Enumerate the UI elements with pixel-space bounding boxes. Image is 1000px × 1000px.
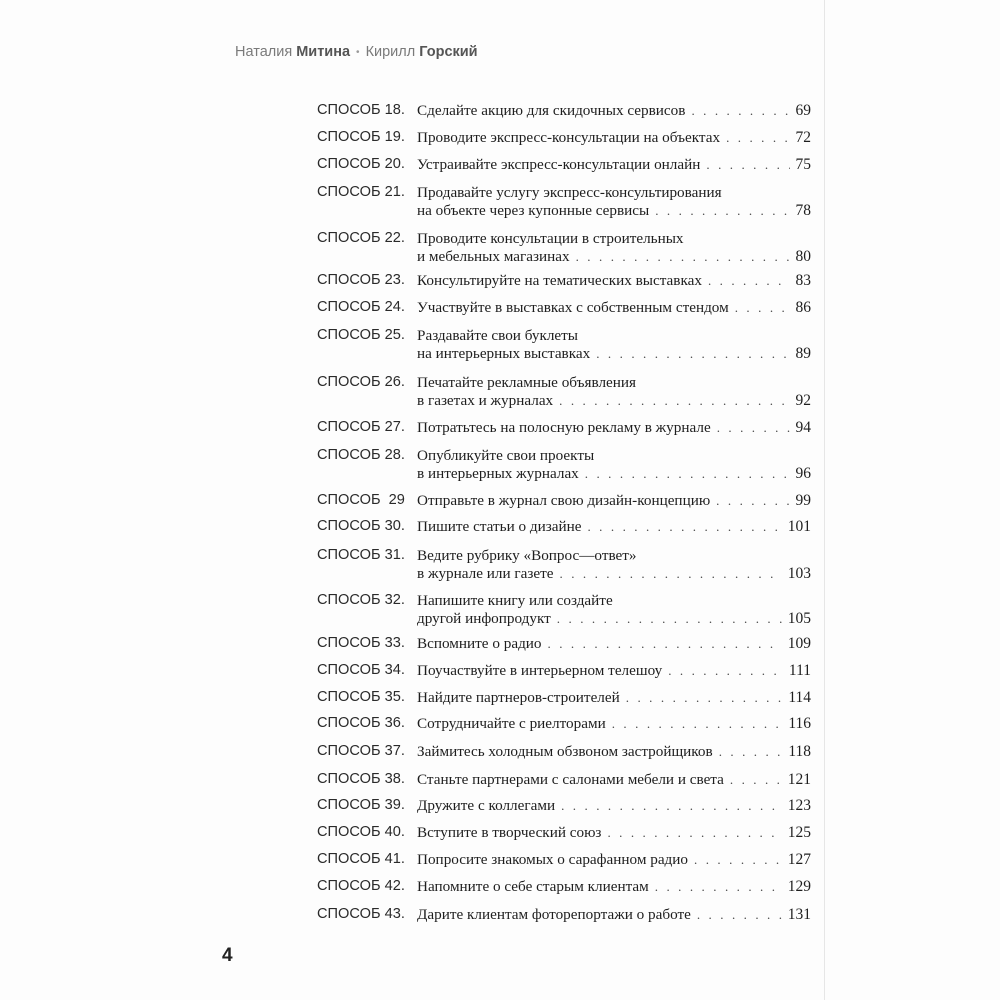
toc-entry-number: СПОСОБ 40.: [317, 824, 405, 840]
toc-entry-title: [417, 743, 811, 761]
toc-page-number: 114: [788, 689, 811, 706]
toc-entry-number: СПОСОБ 37.: [317, 743, 405, 759]
toc-title-text: в газетах и журналах: [417, 391, 554, 409]
toc-leader-dots: [607, 824, 781, 842]
toc-entry-title: [417, 689, 811, 707]
toc-page-number: 123: [787, 797, 811, 814]
toc-entry-number: СПОСОБ 25.: [317, 327, 405, 343]
toc-title-text: Дарите клиентам фоторепортажи о работе: [417, 906, 691, 923]
toc-leader-dots: [561, 797, 782, 815]
toc-title-text: Участвуйте в выставках с собственным стендом: [417, 299, 729, 316]
toc-title-text: Пишите статьи о дизайне: [417, 518, 582, 535]
toc-leader-dots: [560, 565, 782, 583]
toc-title-text: Проводите консультации в строительных: [417, 230, 684, 247]
toc-page-number: 118: [788, 743, 811, 760]
toc-title-line: [417, 851, 811, 869]
toc-page-number: 131: [787, 906, 811, 923]
toc-entry-title: [417, 906, 811, 924]
toc-leader-dots: [576, 248, 790, 266]
toc-entry-number: СПОСОБ 27.: [317, 419, 405, 435]
toc-title-line: [417, 689, 811, 707]
toc-page-number: 99: [795, 492, 811, 509]
toc-title-text: Сделайте акцию для скидочных сервисов: [417, 102, 686, 119]
toc-page-number: 86: [795, 299, 811, 316]
toc-page-number: 80: [795, 247, 811, 265]
toc-page-number: 83: [795, 272, 811, 289]
toc-title-line: [417, 299, 811, 317]
toc-page-number: 103: [787, 564, 811, 582]
toc-entry-number: СПОСОБ 33.: [317, 635, 405, 651]
toc-title-line: [417, 345, 811, 363]
toc-leader-dots: [691, 102, 789, 120]
toc-title-text: в интерьерных журналах: [417, 464, 579, 482]
toc-title-text: Поучаствуйте в интерьерном телешоу: [417, 662, 663, 679]
toc-title-text: в журнале или газете: [417, 564, 554, 582]
toc-title-line: [417, 610, 811, 628]
toc-entry-number: СПОСОБ 18.: [317, 102, 405, 118]
toc-title-line: [417, 202, 811, 220]
toc-leader-dots: [587, 518, 781, 536]
toc-title-line: [417, 230, 811, 248]
toc-title-text: Печатайте рекламные объявления: [417, 374, 637, 391]
toc-page-number: 127: [787, 851, 811, 868]
toc-entry-number: СПОСОБ 19.: [317, 129, 405, 145]
toc-entry-number: СПОСОБ 35.: [317, 689, 405, 705]
toc-title-text: другой инфопродукт: [417, 609, 551, 627]
toc-entry-title: [417, 129, 811, 147]
page-edge-divider: [824, 0, 825, 1000]
toc-entry-number: СПОСОБ 24.: [317, 299, 405, 315]
toc-entry-title: [417, 797, 811, 815]
toc-leader-dots: [697, 906, 782, 924]
toc-title-text: Напомните о себе старым клиентам: [417, 878, 649, 895]
toc-title-line: [417, 662, 811, 680]
toc-entry-title: [417, 419, 811, 437]
toc-title-text: Найдите партнеров-строителей: [417, 689, 620, 706]
toc-entry-title: [417, 592, 811, 627]
toc-leader-dots: [548, 635, 782, 653]
toc-entry-title: [417, 374, 811, 409]
toc-title-line: [417, 797, 811, 815]
toc-leader-dots: [655, 202, 789, 220]
toc-entry-title: [417, 547, 811, 582]
toc-title-line: [417, 878, 811, 896]
toc-leader-dots: [708, 272, 790, 290]
toc-title-text: Ведите рубрику «Вопрос—ответ»: [417, 547, 637, 564]
toc-leader-dots: [655, 878, 782, 896]
toc-title-text: Консультируйте на тематических выставках: [417, 272, 702, 289]
toc-title-text: Отправьте в журнал свою дизайн-концепцию: [417, 492, 711, 509]
toc-leader-dots: [559, 392, 789, 410]
toc-entry-number: СПОСОБ 20.: [317, 156, 405, 172]
author1-last-name: Митина: [296, 44, 351, 60]
toc-page-number: 89: [795, 344, 811, 362]
toc-title-line: [417, 824, 811, 842]
toc-entry-number: СПОСОБ 36.: [317, 715, 405, 731]
toc-title-line: [417, 102, 811, 120]
toc-title-text: Проводите экспресс-консультации на объектах: [417, 129, 721, 146]
toc-title-line: [417, 906, 811, 924]
toc-title-line: [417, 592, 811, 610]
toc-leader-dots: [694, 851, 782, 869]
toc-entry-title: [417, 518, 811, 536]
toc-page-number: 105: [787, 609, 811, 627]
toc-title-text: Дружите с коллегами: [417, 797, 556, 814]
toc-entry-number: СПОСОБ 29: [317, 492, 405, 508]
toc-title-text: Потратьтесь на полосную рекламу в журнале: [417, 419, 711, 436]
author1-first-name: Наталия: [235, 44, 293, 60]
toc-title-text: и мебельных магазинах: [417, 247, 570, 265]
toc-leader-dots: [716, 492, 789, 510]
toc-title-line: [417, 272, 811, 290]
toc-entry-number: СПОСОБ 39.: [317, 797, 405, 813]
toc-title-line: [417, 492, 811, 510]
toc-title-line: [417, 715, 811, 733]
toc-title-text: Попросите знакомых о сарафанном радио: [417, 851, 689, 868]
toc-entry-title: [417, 771, 811, 789]
toc-title-line: [417, 447, 811, 465]
toc-leader-dots: [717, 419, 790, 437]
toc-entry-number: СПОСОБ 30.: [317, 518, 405, 534]
toc-entry-title: [417, 492, 811, 510]
toc-title-line: [417, 327, 811, 345]
toc-leader-dots: [668, 662, 783, 680]
toc-title-text: на объекте через купонные сервисы: [417, 201, 650, 219]
toc-title-text: Продавайте услугу экспресс-консультирования: [417, 184, 722, 201]
toc-title-line: [417, 392, 811, 410]
toc-title-line: [417, 184, 811, 202]
toc-title-line: [417, 374, 811, 392]
toc-entry-title: [417, 230, 811, 265]
toc-title-text: Сотрудничайте с риелторами: [417, 715, 606, 732]
toc-page-number: 69: [795, 102, 811, 119]
toc-title-line: [417, 547, 811, 565]
toc-title-text: Вспомните о радио: [417, 635, 542, 652]
toc-entry-number: СПОСОБ 21.: [317, 184, 405, 200]
toc-page-number: 121: [787, 771, 811, 788]
toc-title-line: [417, 743, 811, 761]
toc-leader-dots: [585, 465, 790, 483]
toc-entry-title: [417, 824, 811, 842]
toc-entry-title: [417, 299, 811, 317]
toc-leader-dots: [557, 610, 782, 628]
toc-title-line: [417, 635, 811, 653]
toc-entry-title: [417, 447, 811, 482]
toc-entry-number: СПОСОБ 32.: [317, 592, 405, 608]
toc-leader-dots: [612, 715, 783, 733]
toc-page-number: 116: [788, 715, 811, 732]
running-header: [235, 44, 478, 60]
toc-title-text: Раздавайте свои буклеты: [417, 327, 579, 344]
toc-entry-number: СПОСОБ 23.: [317, 272, 405, 288]
toc-page-number: 125: [787, 824, 811, 841]
toc-leader-dots: [735, 299, 790, 317]
toc-entry-title: [417, 878, 811, 896]
toc-entry-number: СПОСОБ 31.: [317, 547, 405, 563]
toc-leader-dots: [596, 345, 789, 363]
toc-entry-number: СПОСОБ 43.: [317, 906, 405, 922]
toc-entry-number: СПОСОБ 28.: [317, 447, 405, 463]
toc-entry-title: [417, 662, 811, 680]
toc-entry-title: [417, 327, 811, 362]
toc-page-number: 75: [795, 156, 811, 173]
toc-title-text: Устраивайте экспресс-консультации онлайн: [417, 156, 701, 173]
toc-title-line: [417, 248, 811, 266]
toc-title-text: Опубликуйте свои проекты: [417, 447, 595, 464]
toc-entry-number: СПОСОБ 34.: [317, 662, 405, 678]
toc-page-number: 109: [787, 635, 811, 652]
toc-page-number: 92: [795, 391, 811, 409]
toc-leader-dots: [719, 743, 783, 761]
toc-title-line: [417, 419, 811, 437]
toc-page-number: 101: [787, 518, 811, 535]
toc-page-number: 94: [795, 419, 811, 436]
toc-page-number: 96: [795, 464, 811, 482]
toc-leader-dots: [706, 156, 789, 174]
toc-entry-title: [417, 102, 811, 120]
author2-last-name: Горский: [419, 44, 478, 60]
toc-entry-title: [417, 635, 811, 653]
toc-title-line: [417, 129, 811, 147]
toc-entry-title: [417, 851, 811, 869]
toc-page-number: 129: [787, 878, 811, 895]
toc-title-line: [417, 156, 811, 174]
toc-leader-dots: [626, 689, 783, 707]
toc-entry-number: СПОСОБ 41.: [317, 851, 405, 867]
toc-title-line: [417, 465, 811, 483]
toc-entry-title: [417, 272, 811, 290]
toc-title-line: [417, 565, 811, 583]
toc-title-text: Займитесь холодным обзвоном застройщиков: [417, 743, 713, 760]
toc-title-text: на интерьерных выставках: [417, 344, 591, 362]
toc-leader-dots: [726, 129, 789, 147]
toc-title-line: [417, 518, 811, 536]
toc-leader-dots: [730, 771, 782, 789]
toc-title-line: [417, 771, 811, 789]
toc-entry-number: СПОСОБ 22.: [317, 230, 405, 246]
author2-first-name: Кирилл: [365, 44, 416, 60]
toc-page-number: 72: [795, 129, 811, 146]
toc-title-text: Напишите книгу или создайте: [417, 592, 613, 609]
toc-page-number: 111: [788, 662, 811, 679]
toc-title-text: Вступите в творческий союз: [417, 824, 602, 841]
toc-entry-title: [417, 184, 811, 219]
page-number: 4: [222, 945, 233, 966]
toc-entry-title: [417, 156, 811, 174]
toc-title-text: Станьте партнерами с салонами мебели и света: [417, 771, 724, 788]
toc-entry-title: [417, 715, 811, 733]
header-separator: •: [356, 47, 360, 58]
toc-entry-number: СПОСОБ 42.: [317, 878, 405, 894]
toc-page-number: 78: [795, 201, 811, 219]
toc-entry-number: СПОСОБ 38.: [317, 771, 405, 787]
toc-entry-number: СПОСОБ 26.: [317, 374, 405, 390]
